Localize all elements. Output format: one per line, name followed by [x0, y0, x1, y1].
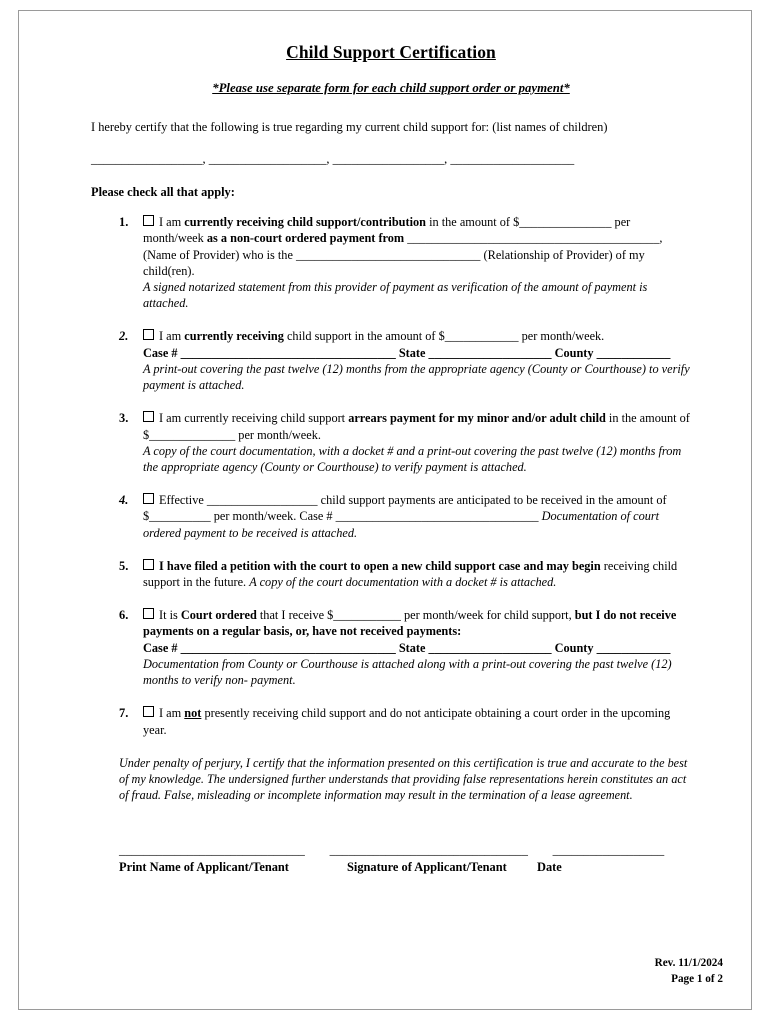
item-note: A signed notarized statement from this provider of payment as verification of the amount of payment is attached.: [143, 279, 648, 311]
item-number: 1.: [119, 215, 129, 230]
item-number: 2.: [119, 329, 129, 344]
item-text: Case # ___________________________________ State ____________________ County ____________: [143, 345, 671, 360]
checkbox[interactable]: [143, 215, 154, 226]
item-text: presently receiving child support and do not anticipate obtaining a court order in the upcoming year.: [143, 706, 671, 737]
item-body: [143, 411, 691, 475]
perjury-statement: Under penalty of perjury, I certify that the information presented on this certification is true and accurate to the best of my knowledge. The undersigned further understands that providing false representations herein constitutes an act of fraud. False, misleading or incomplete information may result in the termination of a lease agreement.: [119, 755, 688, 803]
item-body: [143, 493, 667, 539]
checkbox[interactable]: [143, 493, 154, 504]
certification-items: [91, 214, 691, 738]
item-text: arrears payment for my minor and/or adult child: [348, 411, 606, 426]
item-text: in the amount of $_______________ per month/week: [143, 215, 631, 246]
certification-item: [91, 558, 691, 590]
item-text: I have filed a petition with the court to open a new child support case and may begin: [159, 558, 601, 573]
checkbox[interactable]: [143, 608, 154, 619]
page-number-text: Page 1 of 2: [671, 972, 723, 985]
item-number: 4.: [119, 493, 129, 508]
item-text: I am currently receiving child support: [159, 411, 349, 426]
intro-text: I hereby certify that the following is true regarding my current child support for: (list names of children): [91, 119, 608, 134]
signature-block: [119, 842, 691, 876]
certification-item: [91, 492, 691, 541]
certification-item: [91, 410, 691, 475]
signature-lines: ______________________________ ________________________________ __________________: [119, 842, 665, 857]
check-all-label: Please check all that apply:: [91, 184, 235, 199]
revision-text: Rev. 11/1/2024: [654, 956, 723, 969]
item-text: I am: [159, 706, 185, 721]
item-body: [143, 329, 691, 393]
form-subtitle: *Please use separate form for each child support order or payment*: [212, 81, 570, 96]
item-text: currently receiving: [184, 329, 284, 344]
checkbox[interactable]: [143, 329, 154, 340]
item-text: I am: [159, 215, 185, 230]
signature-labels: [119, 859, 691, 875]
item-text: Court ordered: [180, 608, 257, 623]
item-body: [143, 215, 691, 311]
item-body: [143, 559, 677, 589]
item-text: receiving child support in the future.: [143, 558, 678, 590]
signature-label: Signature of Applicant/Tenant: [347, 860, 507, 875]
item-text: Effective __________________ child support payments are anticipated to be received in the amount of $__________ per month/week. Case # _________________________________: [143, 493, 667, 524]
form-content: [91, 41, 691, 876]
page-title: Child Support Certification: [286, 42, 496, 62]
item-text: Case # ___________________________________ State ____________________ County ____________: [143, 640, 671, 655]
checkbox[interactable]: [143, 559, 154, 570]
item-text: A copy of the court documentation with a docket # is attached.: [249, 575, 557, 590]
page-footer: [655, 955, 723, 987]
item-text: as a non-court ordered payment from: [206, 231, 405, 246]
item-text: but I do not receive payments on a regular basis, or, have not received payments:: [143, 608, 677, 639]
item-body: [143, 706, 670, 736]
item-note: A print-out covering the past twelve (12) months from the appropriate agency (County or Courthouse) to verify payment is attached.: [143, 361, 690, 393]
date-label: Date: [537, 860, 562, 875]
item-note: A copy of the court documentation, with a docket # and a print-out covering the past twelve (12) months from the appropriate agency (County or Courthouse) to verify payment is attached.: [143, 443, 682, 474]
item-text: I am: [159, 329, 185, 344]
item-text: Documentation of court ordered payment to be received is attached.: [143, 509, 660, 540]
checkbox[interactable]: [143, 706, 154, 717]
item-number: 7.: [119, 706, 129, 721]
certification-item: [91, 214, 691, 311]
certification-item: [91, 328, 691, 393]
item-body: [143, 608, 691, 688]
item-number: 3.: [119, 411, 129, 426]
item-number: 6.: [119, 608, 129, 623]
item-text: in the amount of $______________ per month/week.: [143, 411, 690, 442]
certification-item: [91, 607, 691, 688]
item-text: that I receive $___________ per month/week for child support,: [256, 608, 575, 623]
item-text: currently receiving child support/contribution: [184, 215, 427, 230]
print-name-label: Print Name of Applicant/Tenant: [119, 860, 289, 875]
form-sheet: [18, 10, 752, 1010]
children-names-blanks: __________________, ___________________, __________________, ____________________: [91, 152, 575, 167]
item-number: 5.: [119, 558, 129, 573]
item-note: Documentation from County or Courthouse is attached along with a print-out covering the past twelve (12) months to verify non- payment.: [143, 656, 672, 688]
item-text: not: [184, 706, 202, 721]
certification-item: [91, 705, 691, 737]
checkbox[interactable]: [143, 411, 154, 422]
item-text: _________________________________________, (Name of Provider) who is the ______________________________ (Relationship of Provider) of my child(ren).: [143, 231, 663, 278]
item-text: It is: [159, 608, 181, 623]
item-text: child support in the amount of $____________ per month/week.: [283, 329, 605, 344]
